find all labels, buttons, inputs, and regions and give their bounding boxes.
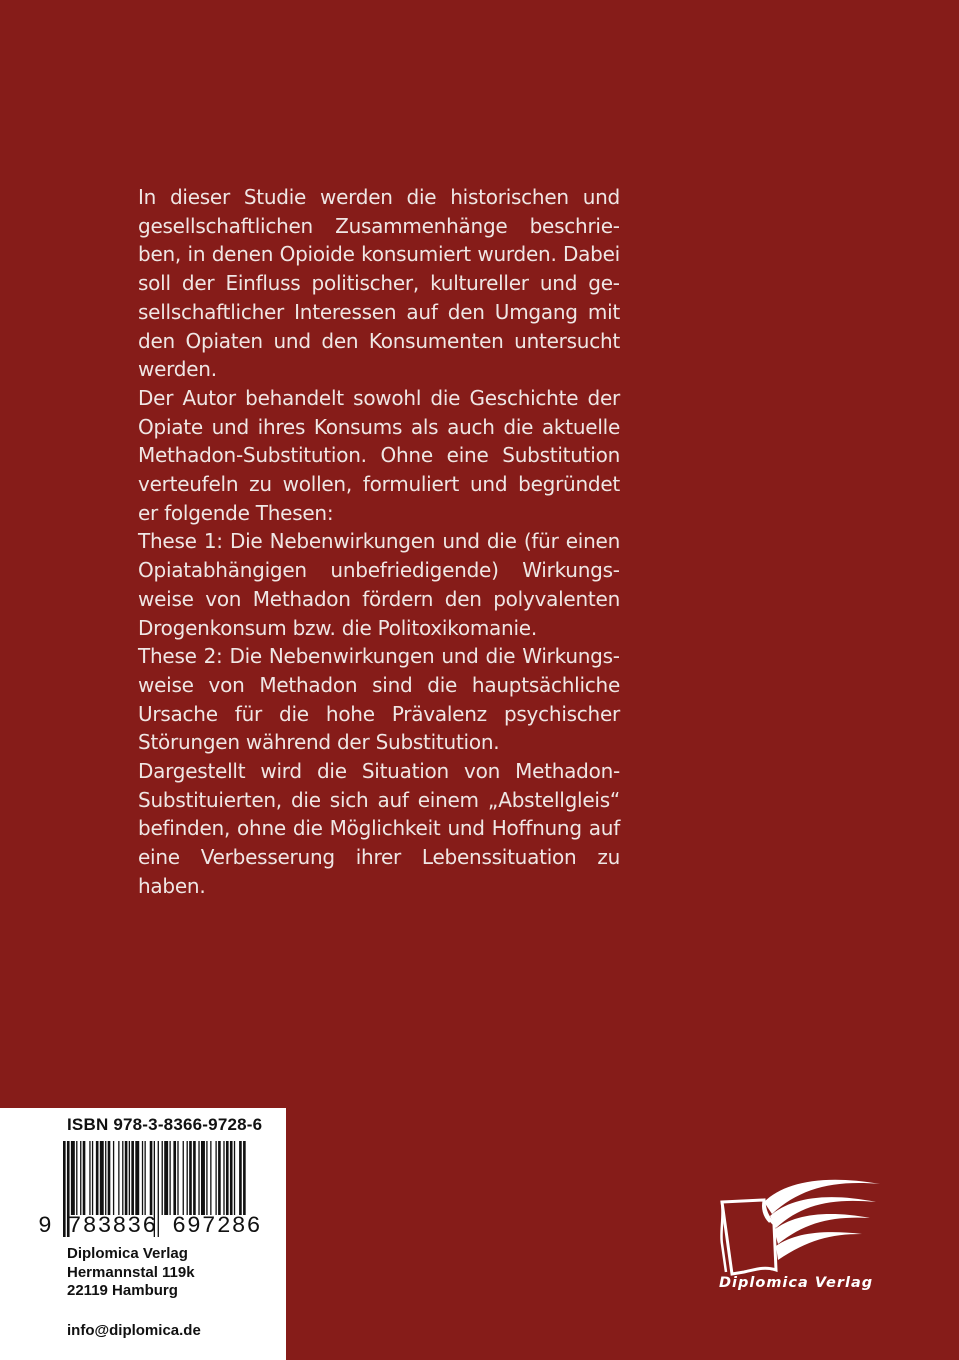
publisher-city: 22119 Hamburg [67, 1282, 178, 1299]
isbn-box [0, 1108, 286, 1360]
blurb-paragraph-1: In dieser Studie werden die historischen und gesellschaftlichen Zusammenhänge beschrieben, in denen Opioide konsumiert wurden. Dabei soll der Einfluss politischer, kultureller und gesellschaftlicher Interessen auf den Umgang mit den Opiaten und den Konsumenten untersucht werden. [138, 185, 620, 382]
back-cover-blurb [138, 183, 620, 901]
publisher-name: Diplomica Verlag [67, 1245, 188, 1262]
blurb-paragraph-2: Der Autor behandelt sowohl die Geschichte der Opiate und ihres Konsums als auch die aktuelle Methadon-Substitution. Ohne eine Substitution verteufeln zu wollen, formuliert und begründet er folgende Thesen: [138, 385, 620, 525]
blurb-paragraph-thesis-1: These 1: Die Nebenwirkungen und die (für einen Opiatabhängigen unbefriedigende) Wirkungsweise von Methadon fördern den polyvalenten Drogenkonsum bzw. die Politoxikomanie. [138, 529, 620, 640]
blurb-paragraph-thesis-2: These 2: Die Nebenwirkungen und die Wirkungsweise von Methadon sind die hauptsächliche Ursache für die hohe Prävalenz psychischer Störungen während der Substitution. [138, 644, 620, 755]
publisher-street: Hermannstal 119k [67, 1263, 195, 1281]
logo-wordmark: Diplomica Verlag [719, 1275, 874, 1291]
publisher-address [67, 1245, 195, 1301]
barcode-digits: 9 783836 697286 [38, 1213, 262, 1239]
isbn-label: ISBN 978-3-8366-9728-6 [67, 1115, 263, 1134]
blurb-paragraph-5: Dargestellt wird die Situation von Methadon-Substituierten, die sich auf einem „Abstellgleis“ befinden, ohne die Möglichkeit und Hoffnung auf eine Verbesserung ihrer Lebenssituation zu haben. [138, 759, 620, 898]
publisher-email: info@diplomica.de [67, 1322, 201, 1339]
